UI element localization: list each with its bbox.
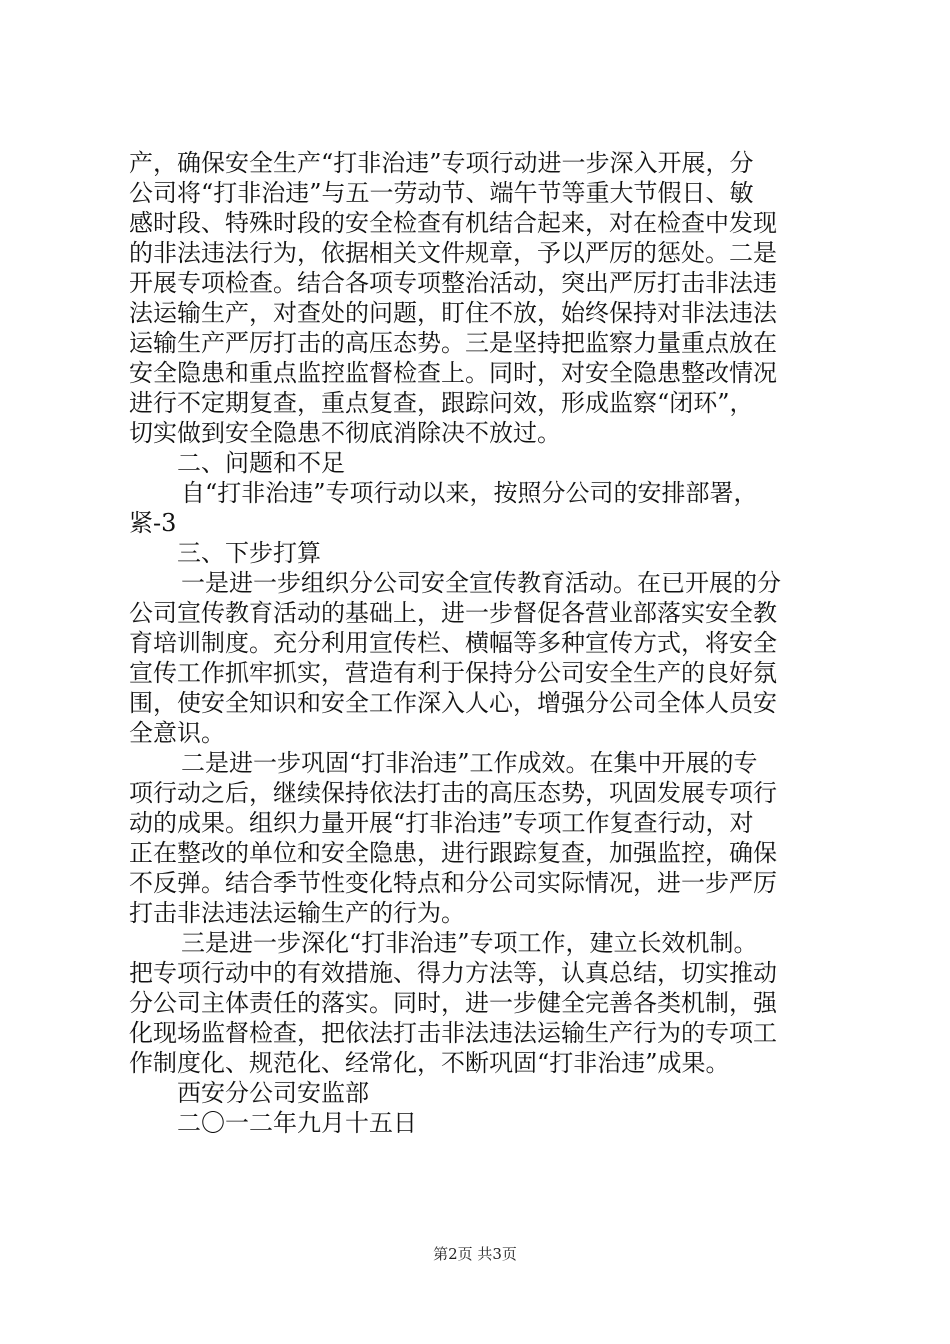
signature-date: 二〇一二年九月十五日 [177,1109,417,1137]
text-line: 切实做到安全隐患不彻底消除决不放过。 [129,419,561,447]
section-heading: 三、下步打算 [177,539,321,567]
text-line: 动的成果。组织力量开展“打非治违”专项工作复查行动，对 [129,809,754,837]
text-line: 二是进一步巩固“打非治违”工作成效。在集中开展的专 [181,749,758,777]
text-line: 一是进一步组织分公司安全宣传教育活动。在已开展的分 [181,569,781,597]
text-line: 育培训制度。充分利用宣传栏、横幅等多种宣传方式，将安全 [129,629,777,657]
text-line: 项行动之后，继续保持依法打击的高压态势，巩固发展专项行 [129,779,777,807]
text-line: 全意识。 [129,719,225,747]
text-line: 打击非法违法运输生产的行为。 [129,899,465,927]
signature-department: 西安分公司安监部 [177,1079,369,1107]
text-line: 运输生产严厉打击的高压态势。三是坚持把监察力量重点放在 [129,329,777,357]
text-line: 正在整改的单位和安全隐患，进行跟踪复查，加强监控，确保 [129,839,777,867]
text-line: 公司宣传教育活动的基础上，进一步督促各营业部落实安全教 [129,599,777,627]
text-line: 感时段、特殊时段的安全检查有机结合起来，对在检查中发现 [129,209,777,237]
section-heading: 二、问题和不足 [177,449,345,477]
text-line: 围，使安全知识和安全工作深入人心，增强分公司全体人员安 [129,689,777,717]
page-number-label: 第2页 共3页 [433,1245,517,1263]
text-line: 作制度化、规范化、经常化，不断巩固“打非治违”成果。 [129,1049,730,1077]
text-line: 自“打非治违”专项行动以来，按照分公司的安排部署， [181,479,758,507]
text-line: 产，确保安全生产“打非治违”专项行动进一步深入开展，分 [129,149,754,177]
text-line: 三是进一步深化“打非治违”专项工作，建立长效机制。 [181,929,758,957]
text-line: 法运输生产，对查处的问题，盯住不放，始终保持对非法违法 [129,299,777,327]
text-line: 把专项行动中的有效措施、得力方法等，认真总结，切实推动 [129,959,777,987]
text-line: 安全隐患和重点监控监督检查上。同时，对安全隐患整改情况 [129,359,777,387]
text-line: 化现场监督检查，把依法打击非法违法运输生产行为的专项工 [129,1019,777,1047]
text-line: 的非法违法行为，依据相关文件规章，予以严厉的惩处。二是 [129,239,777,267]
document-body [129,148,829,1138]
text-line: 宣传工作抓牢抓实，营造有利于保持分公司安全生产的良好氛 [129,659,777,687]
text-line: 不反弹。结合季节性变化特点和分公司实际情况，进一步严厉 [129,869,777,897]
text-line: 开展专项检查。结合各项专项整治活动，突出严厉打击非法违 [129,269,777,297]
text-line: 公司将“打非治违”与五一劳动节、端午节等重大节假日、敏 [129,179,754,207]
text-line: 分公司主体责任的落实。同时，进一步健全完善各类机制，强 [129,989,777,1017]
page-footer [0,1244,950,1264]
text-line: 进行不定期复查，重点复查，跟踪问效，形成监察“闭环”， [129,389,754,417]
text-line: 紧-3 [129,509,177,537]
